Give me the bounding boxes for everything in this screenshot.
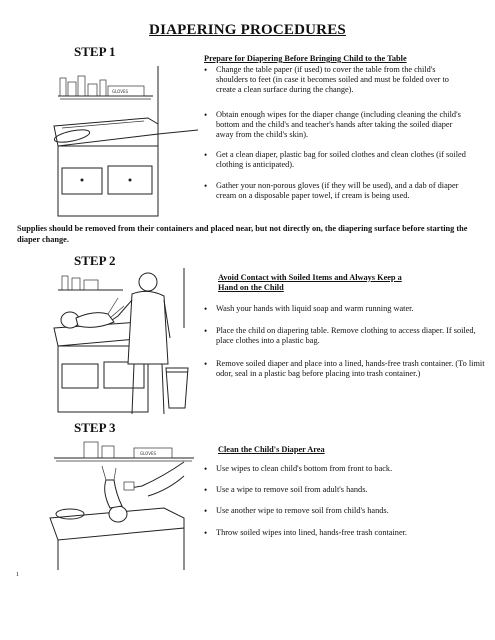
step-2-heading: STEP 2: [74, 253, 116, 268]
caregiver-removing-diaper-illustration: [48, 268, 198, 418]
step-3-heading: STEP 3: [74, 420, 116, 435]
step-3-bullet-list: [204, 464, 489, 538]
step-1-bullet: • Gather your non-porous gloves (if they will be used), and a dab of diaper cream on a disposable paper towel, if cream is being used.: [204, 181, 469, 201]
step-3-section-title: Clean the Child's Diaper Area: [218, 445, 325, 454]
step-3-bullet: • Use a wipe to remove soil from adult's hands.: [204, 485, 489, 495]
step-2-bullet-list: [204, 304, 489, 379]
page-number: 1: [16, 572, 19, 578]
step-2-bullet: • Place the child on diapering table. Remove clothing to access diaper. If soiled, place clothes into a plastic bag.: [204, 326, 489, 346]
step-1-section-title: Prepare for Diapering Before Bringing Child to the Table: [204, 54, 407, 63]
caregiver-wiping-child-illustration: [44, 436, 196, 570]
step-3-bullet: • Use another wipe to remove soil from child's hands.: [204, 506, 489, 516]
step-1-bullet-list: [204, 65, 469, 201]
step-2-bullet: • Remove soiled diaper and place into a lined, hands-free trash container. (To limit odor, seal in a plastic bag before placing into trash container.): [204, 359, 489, 379]
step-2-section-title: Avoid Contact with Soiled Items and Always Keep a Hand on the Child: [218, 273, 402, 292]
gloves-box-label: GLOVES: [112, 89, 129, 94]
diaper-table-supplies-illustration: [48, 66, 200, 218]
step-2-bullet: • Wash your hands with liquid soap and warm running water.: [204, 304, 489, 314]
step-1-bullet: • Get a clean diaper, plastic bag for soiled clothes and clean clothes (if soiled clothing is anticipated).: [204, 150, 469, 170]
step-1-heading: STEP 1: [74, 44, 116, 59]
step-3-bullet: • Use wipes to clean child's bottom from front to back.: [204, 464, 489, 474]
step-1-bullet: • Change the table paper (if used) to cover the table from the child's shoulders to feet (in case it becomes soiled and must be folded over to create a clean surface during the change).: [204, 65, 469, 96]
step-1-bullet: • Obtain enough wipes for the diaper change (including cleaning the child's bottom and the child's and teacher's hands after taking the soiled diaper away from the child's skin).: [204, 110, 469, 141]
supplies-note: Supplies should be removed from their containers and placed near, but not directly on, the diapering surface before starting the diaper change.: [17, 224, 468, 244]
gloves-box-label: GLOVES: [140, 451, 157, 456]
page-title: DIAPERING PROCEDURES: [149, 22, 346, 38]
step-3-bullet: • Throw soiled wipes into lined, hands-free trash container.: [204, 528, 489, 538]
